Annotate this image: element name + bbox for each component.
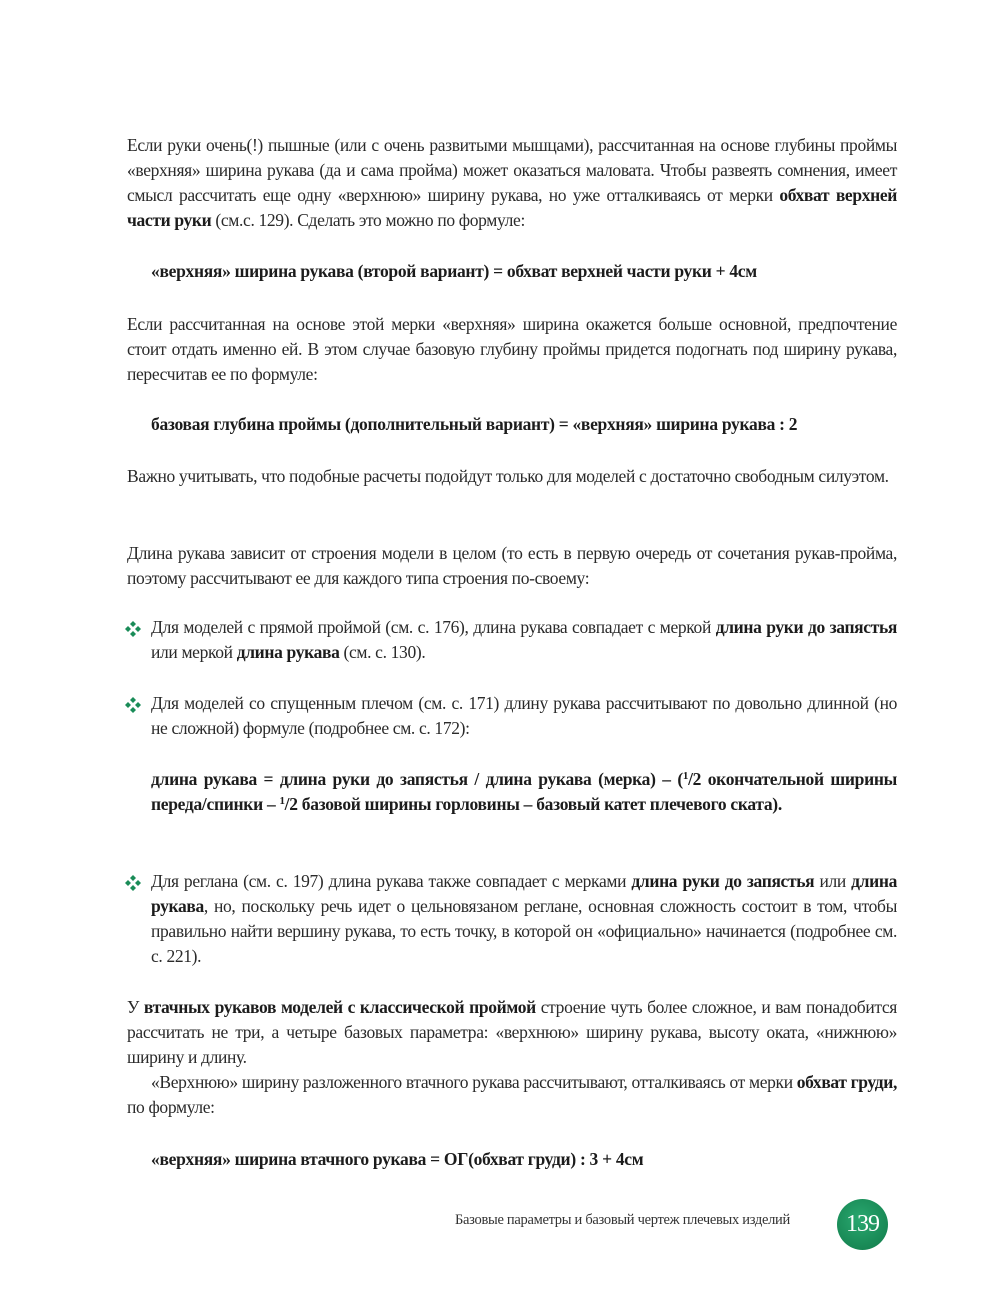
bold-term: длина рукава bbox=[236, 642, 340, 662]
paragraph-sleeve-length: Длина рукава зависит от строения модели в целом (то есть в первую очередь от сочетания рукав-пройма, поэтому рассчитывают ее для каждого типа строения по-своему: bbox=[127, 543, 897, 588]
paragraph-arm-volume: Если руки очень(!) пышные (или с очень развитыми мышцами), рассчитанная на основе глубины проймы «верхняя» ширина рукава (да и сама пройма) может оказаться маловата. Чтобы развеять сомнения, имеет смысл рассчитать еще одну «верхнюю» ширину рукава, но уже отталкиваясь от мерки обхват верхней части руки (см.с. 129). Сделать это можно по формуле: bbox=[127, 135, 897, 230]
bold-term: длина рукава bbox=[151, 871, 897, 916]
list-item-raglan: Для реглана (см. с. 197) длина рукава также совпадает с мерками длина руки до запястья или длина рукава, но, поскольку речь идет о цельновязаном реглане, основная сложность состоит в том, чтобы правильно найти вершину рукава, то есть точку, в которой он «официально» начинается (подробнее см. с. 221). bbox=[127, 869, 897, 969]
bold-term: длина руки до запястья bbox=[631, 871, 815, 891]
four-diamond-bullet-icon bbox=[125, 621, 141, 637]
running-footer-title: Базовые параметры и базовый чертеж плечевых изделий bbox=[455, 1212, 790, 1228]
paragraph-preference: Если рассчитанная на основе этой мерки «верхняя» ширина окажется больше основной, предпочтение стоит отдать именно ей. В этом случае базовую глубину проймы придется подогнать под ширину рукава, пересчитав ее по формуле: bbox=[127, 314, 897, 384]
paragraph-silhouette-note: Важно учитывать, что подобные расчеты подойдут только для моделей с достаточно свободным силуэтом. bbox=[127, 466, 889, 486]
paragraph-set-in-sleeves: У втачных рукавов моделей с классической проймой строение чуть более сложное, и вам понадобится рассчитать не три, а четыре базовых параметра: «верхнюю» ширину рукава, высоту оката, «нижнюю» ширину и длину. bbox=[127, 997, 897, 1067]
bold-term: обхват груди, bbox=[796, 1072, 897, 1092]
page-number: 139 bbox=[846, 1211, 879, 1237]
page-number-badge bbox=[837, 1199, 888, 1250]
paragraph-upper-width-method: «Верхнюю» ширину разложенного втачного рукава рассчитывают, отталкиваясь от мерки обхват груди, по формуле: bbox=[127, 1072, 897, 1117]
list-item-straight-armhole: Для моделей с прямой проймой (см. с. 176), длина рукава совпадает с меркой длина руки до запястья или меркой длина рукава (см. с. 130). bbox=[127, 615, 897, 665]
bold-term: втачных рукавов моделей с классической проймой bbox=[143, 997, 536, 1017]
formula-sleeve-length: длина рукава = длина руки до запястья / длина рукава (мерка) – ($^1$/2 окончательной ширины переда/спинки – $^1$/2 базовой ширины горловины – базовый катет плечевого ската). bbox=[151, 769, 897, 814]
bold-term: обхват верхней части руки bbox=[127, 185, 897, 230]
list-item-dropped-shoulder: Для моделей со спущенным плечом (см. с. 171) длину рукава рассчитывают по довольно длинной (но не сложной) формуле (подробнее см. с. 172): bbox=[127, 691, 897, 741]
formula-armhole-depth: базовая глубина проймы (дополнительный вариант) = «верхняя» ширина рукава : 2 bbox=[151, 414, 798, 434]
bold-term: длина руки до запястья bbox=[715, 617, 897, 637]
formula-set-in-sleeve-width: «верхняя» ширина втачного рукава = ОГ(обхват груди) : 3 + 4см bbox=[151, 1149, 644, 1169]
four-diamond-bullet-icon bbox=[125, 697, 141, 713]
four-diamond-bullet-icon bbox=[125, 875, 141, 891]
formula-upper-width-variant-2: «верхняя» ширина рукава (второй вариант) = обхват верхней части руки + 4см bbox=[151, 261, 757, 281]
